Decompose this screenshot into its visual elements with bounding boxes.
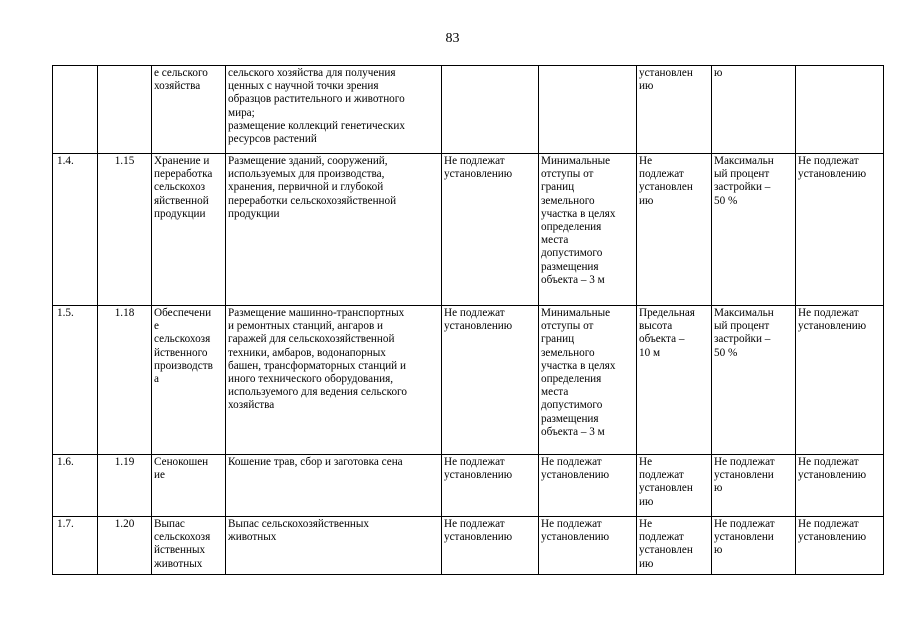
row-number-cell: 1.6.	[53, 455, 98, 517]
height-cell: Не подлежат установлен ию	[637, 517, 712, 575]
row-number-cell: 1.7.	[53, 517, 98, 575]
use-code-cell	[98, 66, 152, 154]
use-description-cell: сельского хозяйства для получения ценных с научной точки зрения образцов растительного и животного мира; размещение коллекций генетических ресурсов растений	[226, 66, 442, 154]
extra-param-cell: Не подлежат установлению	[796, 306, 884, 455]
zoning-regulations-table	[52, 65, 884, 575]
use-code-cell: 1.19	[98, 455, 152, 517]
table-row	[53, 455, 884, 517]
use-code-cell: 1.18	[98, 306, 152, 455]
height-cell: Не подлежат установлен ию	[637, 455, 712, 517]
table-row	[53, 517, 884, 575]
param-cell: Не подлежат установлению	[442, 306, 539, 455]
setback-cell: Не подлежат установлению	[539, 455, 637, 517]
table-row	[53, 154, 884, 306]
setback-cell	[539, 66, 637, 154]
use-description-cell: Выпас сельскохозяйственных животных	[226, 517, 442, 575]
use-name-cell: Обеспечени е сельскохозя йственного производств а	[152, 306, 226, 455]
use-name-cell: Сенокошен ие	[152, 455, 226, 517]
setback-cell: Минимальные отступы от границ земельного участка в целях определения места допустимого размещения объекта – 3 м	[539, 306, 637, 455]
row-number-cell	[53, 66, 98, 154]
height-cell: установлен ию	[637, 66, 712, 154]
use-code-cell: 1.20	[98, 517, 152, 575]
use-description-cell: Размещение зданий, сооружений, используемых для производства, хранения, первичной и глубокой переработки сельскохозяйственной продукции	[226, 154, 442, 306]
use-name-cell: е сельского хозяйства	[152, 66, 226, 154]
table-row	[53, 66, 884, 154]
param-cell	[442, 66, 539, 154]
coverage-cell: Максимальн ый процент застройки – 50 %	[712, 154, 796, 306]
use-description-cell: Кошение трав, сбор и заготовка сена	[226, 455, 442, 517]
use-code-cell: 1.15	[98, 154, 152, 306]
coverage-cell: Не подлежат установлени ю	[712, 517, 796, 575]
setback-cell: Минимальные отступы от границ земельного участка в целях определения места допустимого размещения объекта – 3 м	[539, 154, 637, 306]
extra-param-cell: Не подлежат установлению	[796, 154, 884, 306]
coverage-cell: Максимальн ый процент застройки – 50 %	[712, 306, 796, 455]
coverage-cell: ю	[712, 66, 796, 154]
use-description-cell: Размещение машинно-транспортных и ремонтных станций, ангаров и гаражей для сельскохозяйственной техники, амбаров, водонапорных башен, трансформаторных станций и иного технического оборудования, используемого для ведения сельского хозяйства	[226, 306, 442, 455]
height-cell: Не подлежат установлен ию	[637, 154, 712, 306]
page-number: 83	[445, 31, 460, 46]
coverage-cell: Не подлежат установлени ю	[712, 455, 796, 517]
use-name-cell: Хранение и переработка сельскохоз яйственной продукции	[152, 154, 226, 306]
height-cell: Предельная высота объекта – 10 м	[637, 306, 712, 455]
extra-param-cell	[796, 66, 884, 154]
param-cell: Не подлежат установлению	[442, 517, 539, 575]
table-row	[53, 306, 884, 455]
row-number-cell: 1.5.	[53, 306, 98, 455]
row-number-cell: 1.4.	[53, 154, 98, 306]
param-cell: Не подлежат установлению	[442, 154, 539, 306]
use-name-cell: Выпас сельскохозя йственных животных	[152, 517, 226, 575]
extra-param-cell: Не подлежат установлению	[796, 517, 884, 575]
setback-cell: Не подлежат установлению	[539, 517, 637, 575]
extra-param-cell: Не подлежат установлению	[796, 455, 884, 517]
param-cell: Не подлежат установлению	[442, 455, 539, 517]
